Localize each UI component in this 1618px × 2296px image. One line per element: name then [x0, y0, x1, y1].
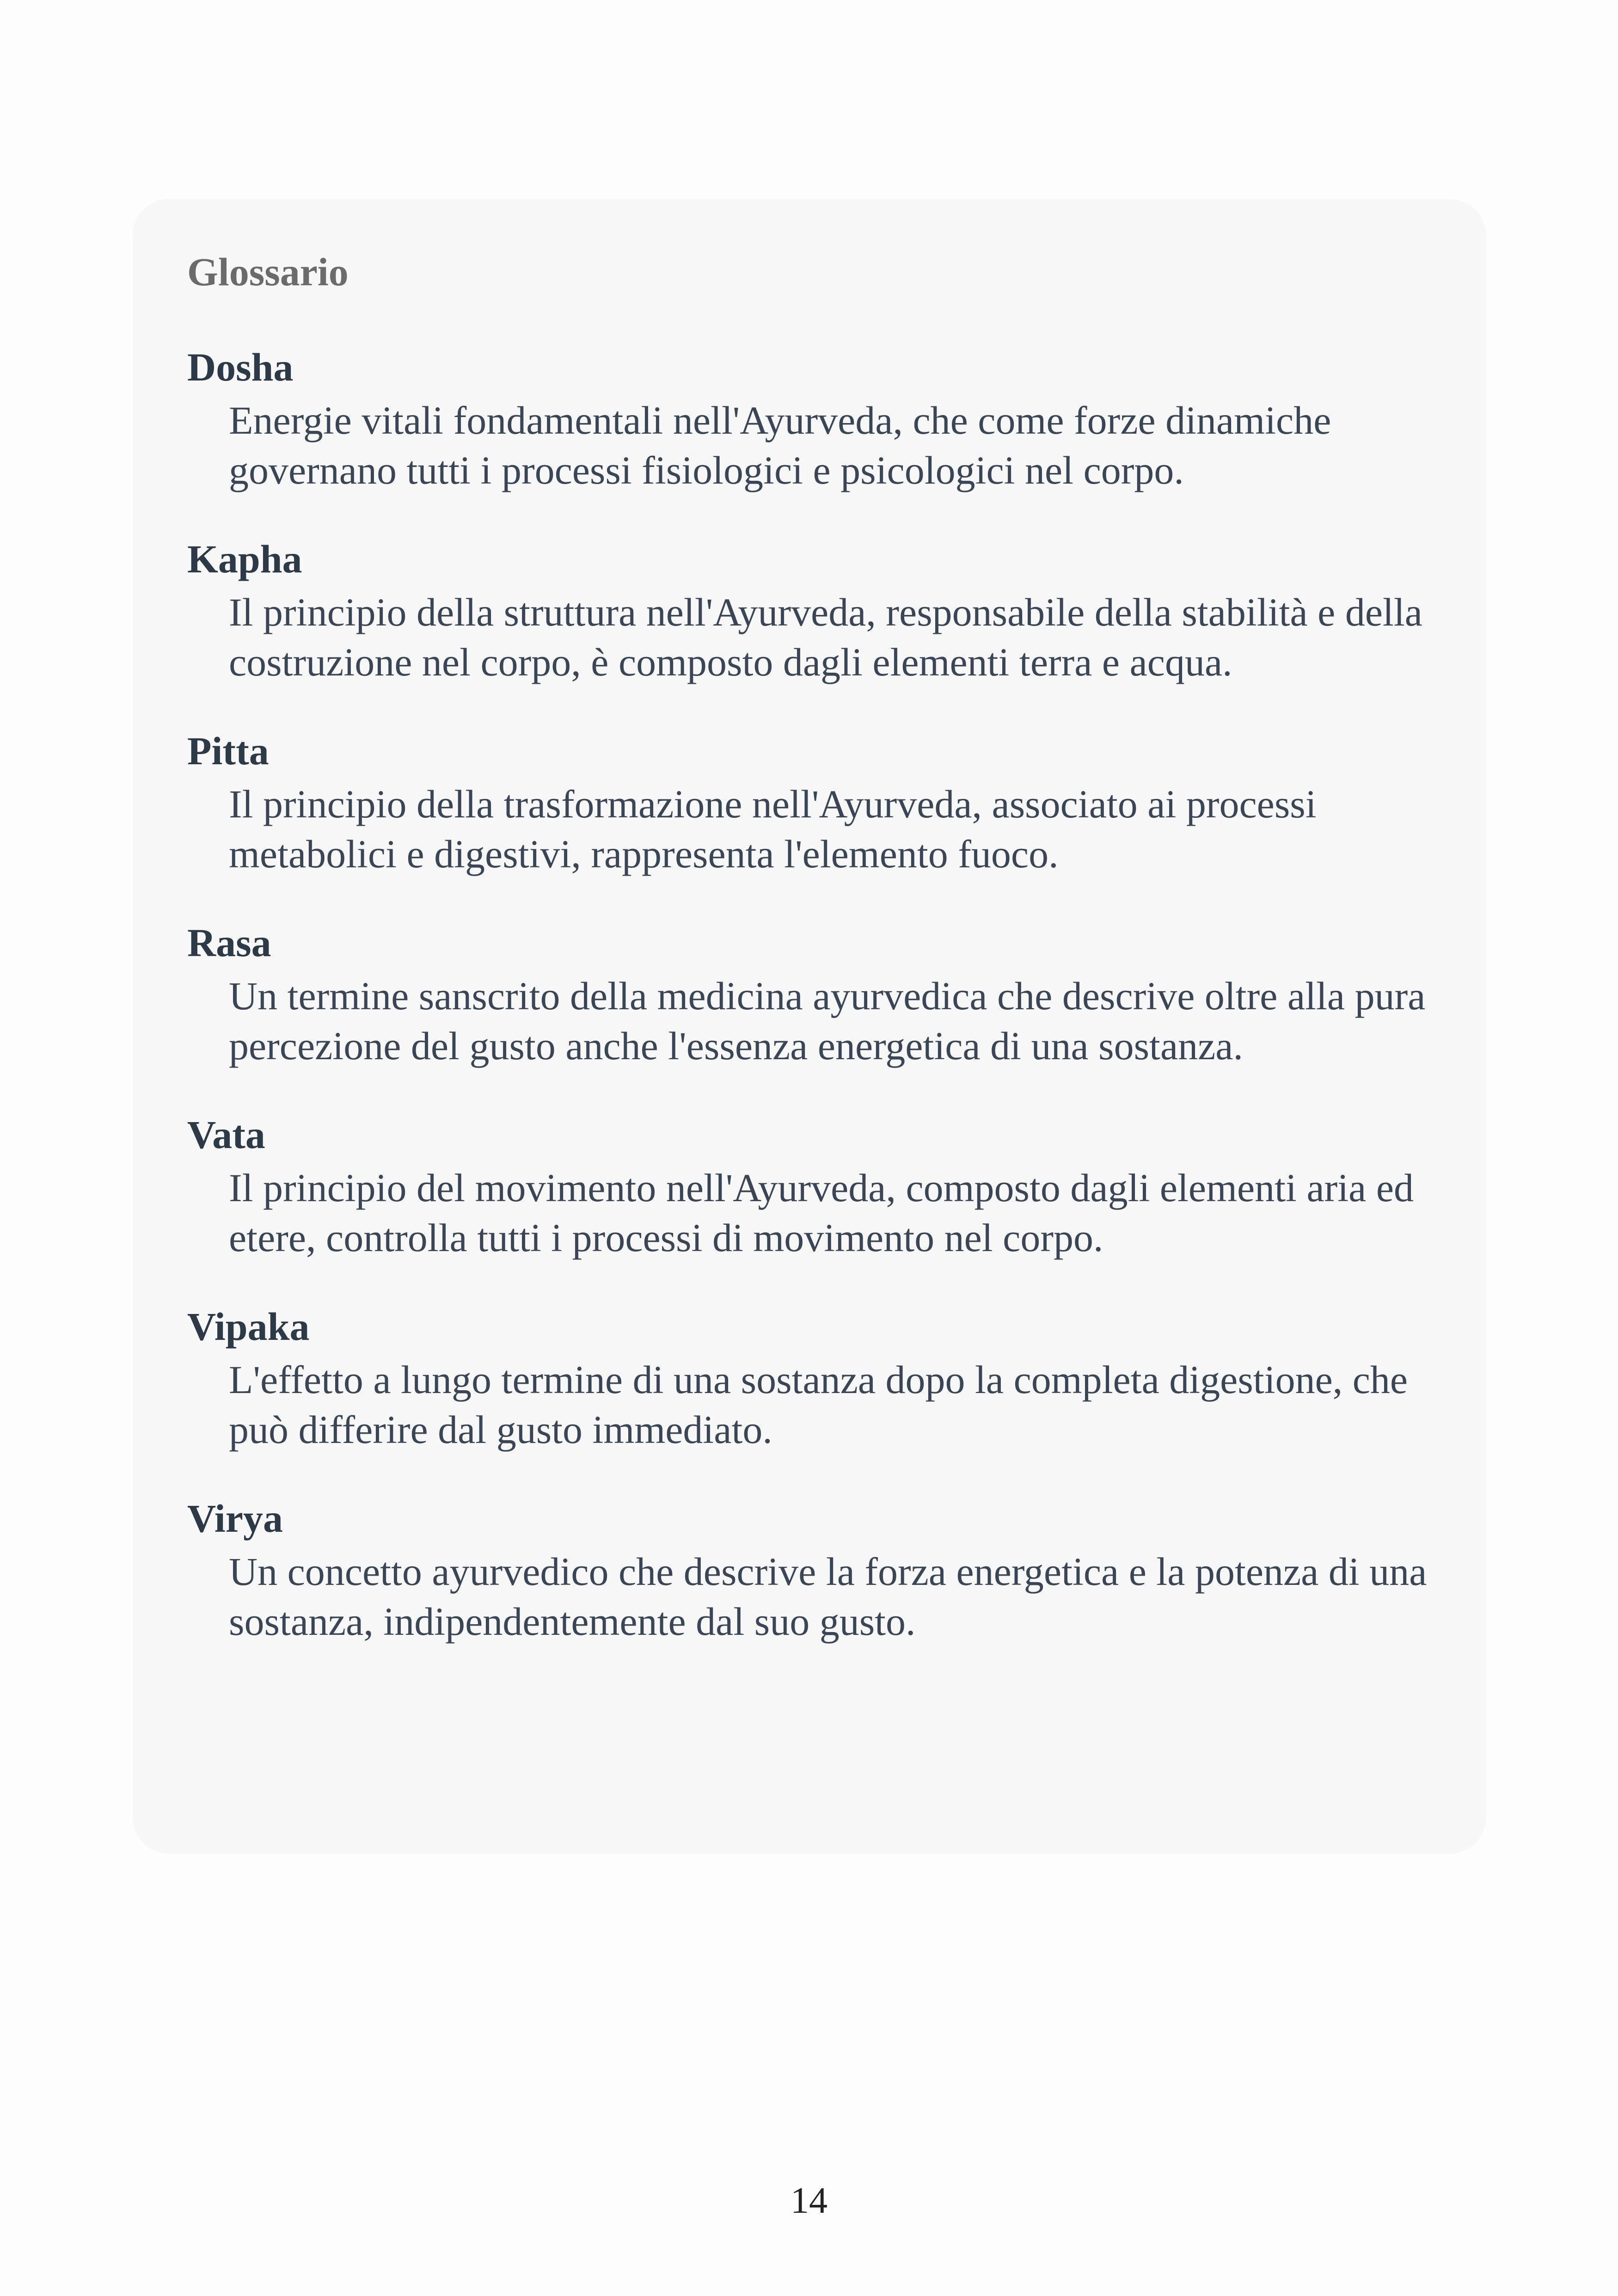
glossary-entry-rasa — [187, 923, 1486, 1071]
glossary-definition: Il principio della struttura nell'Ayurveda, responsabile della stabilità e della costruzione nel corpo, è composto dagli elementi terra e acqua. — [229, 590, 1422, 684]
glossary-term: Kapha — [187, 537, 302, 581]
page-number: 14 — [791, 2180, 827, 2221]
glossary-definition: Energie vitali fondamentali nell'Ayurveda, che come forze dinamiche governano tutti i processi fisiologici e psicologici nel corpo. — [229, 398, 1331, 492]
glossary-entry-dosha — [187, 347, 1486, 495]
glossary-definition: Un concetto ayurvedico che descrive la forza energetica e la potenza di una sostanza, indipendentemente dal suo gusto. — [229, 1549, 1427, 1644]
glossary-term: Vipaka — [187, 1304, 310, 1349]
glossary-definition: Un termine sanscrito della medicina ayurvedica che descrive oltre alla pura percezione del gusto anche l'essenza energetica di una sostanza. — [229, 974, 1426, 1068]
glossary-entry-vipaka — [187, 1304, 1486, 1455]
glossary-term: Rasa — [187, 921, 271, 965]
glossary-entry-kapha — [187, 539, 1486, 687]
glossary-entries — [187, 347, 1486, 1646]
glossary-definition: L'effetto a lungo termine di una sostanza dopo la completa digestione, che può differire dal gusto immediato. — [229, 1357, 1408, 1452]
glossary-term: Virya — [187, 1496, 283, 1541]
glossary-term: Dosha — [187, 345, 294, 389]
glossary-entry-virya — [187, 1498, 1486, 1646]
glossary-term: Vata — [187, 1112, 265, 1157]
glossary-definition: Il principio del movimento nell'Ayurveda, composto dagli elementi aria ed etere, controlla tutti i processi di movimento nel corpo. — [229, 1166, 1414, 1260]
glossary-title: Glossario — [187, 250, 349, 294]
glossary-term: Pitta — [187, 729, 269, 773]
glossary-definition: Il principio della trasformazione nell'Ayurveda, associato ai processi metabolici e digestivi, rappresenta l'elemento fuoco. — [229, 782, 1317, 876]
glossary-box — [133, 199, 1486, 1854]
glossary-entry-pitta — [187, 731, 1486, 879]
glossary-entry-vata — [187, 1112, 1486, 1263]
